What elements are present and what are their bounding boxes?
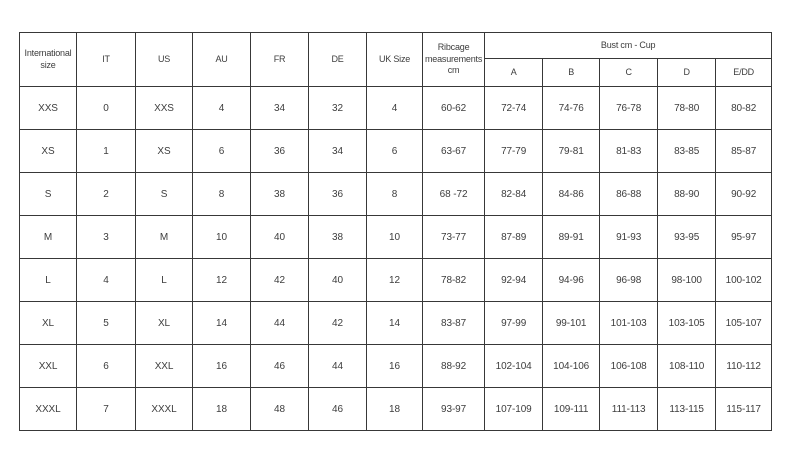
size-table-body — [20, 87, 772, 431]
cell-ribcage-range: 88-92 — [423, 345, 485, 388]
header-de: DE — [309, 33, 367, 87]
cell-cup-c-range: 76-78 — [600, 87, 658, 130]
table-row — [20, 259, 772, 302]
cell-cup-a-range: 92-94 — [485, 259, 543, 302]
header-au: AU — [193, 33, 251, 87]
cell-uk-size: 14 — [367, 302, 423, 345]
cell-cup-a-range: 107-109 — [485, 388, 543, 431]
cell-international-size: S — [20, 173, 77, 216]
cell-international-size: XS — [20, 130, 77, 173]
cell-cup-e-dd-range: 100-102 — [716, 259, 772, 302]
cell-fr-size: 46 — [251, 345, 309, 388]
cell-cup-b-range: 79-81 — [543, 130, 600, 173]
cell-au-size: 8 — [193, 173, 251, 216]
cell-uk-size: 6 — [367, 130, 423, 173]
cell-au-size: 18 — [193, 388, 251, 431]
cell-it-size: 7 — [77, 388, 136, 431]
header-it: IT — [77, 33, 136, 87]
header-uk-size: UK Size — [367, 33, 423, 87]
cell-cup-a-range: 77-79 — [485, 130, 543, 173]
cell-cup-c-range: 106-108 — [600, 345, 658, 388]
cell-it-size: 4 — [77, 259, 136, 302]
cell-cup-e-dd-range: 110-112 — [716, 345, 772, 388]
cell-it-size: 5 — [77, 302, 136, 345]
cell-international-size: XXS — [20, 87, 77, 130]
cell-fr-size: 44 — [251, 302, 309, 345]
cell-it-size: 3 — [77, 216, 136, 259]
header-cup-d: D — [658, 59, 716, 87]
cell-cup-e-dd-range: 115-117 — [716, 388, 772, 431]
cell-cup-b-range: 89-91 — [543, 216, 600, 259]
cell-cup-c-range: 101-103 — [600, 302, 658, 345]
cell-cup-b-range: 84-86 — [543, 173, 600, 216]
cell-cup-d-range: 103-105 — [658, 302, 716, 345]
cell-au-size: 6 — [193, 130, 251, 173]
table-row — [20, 345, 772, 388]
cell-cup-c-range: 91-93 — [600, 216, 658, 259]
cell-international-size: M — [20, 216, 77, 259]
cell-de-size: 32 — [309, 87, 367, 130]
cell-fr-size: 40 — [251, 216, 309, 259]
cell-us-size: XL — [136, 302, 193, 345]
header-cup-a: A — [485, 59, 543, 87]
header-cup-c: C — [600, 59, 658, 87]
cell-au-size: 10 — [193, 216, 251, 259]
cell-cup-d-range: 78-80 — [658, 87, 716, 130]
cell-uk-size: 8 — [367, 173, 423, 216]
cell-cup-b-range: 74-76 — [543, 87, 600, 130]
cell-ribcage-range: 60-62 — [423, 87, 485, 130]
table-row — [20, 173, 772, 216]
cell-uk-size: 4 — [367, 87, 423, 130]
cell-cup-c-range: 111-113 — [600, 388, 658, 431]
cell-ribcage-range: 73-77 — [423, 216, 485, 259]
cell-cup-a-range: 82-84 — [485, 173, 543, 216]
cell-uk-size: 18 — [367, 388, 423, 431]
cell-us-size: XXXL — [136, 388, 193, 431]
cell-cup-b-range: 94-96 — [543, 259, 600, 302]
cell-au-size: 12 — [193, 259, 251, 302]
header-fr: FR — [251, 33, 309, 87]
cell-au-size: 14 — [193, 302, 251, 345]
cell-cup-a-range: 72-74 — [485, 87, 543, 130]
cell-de-size: 42 — [309, 302, 367, 345]
cell-cup-d-range: 113-115 — [658, 388, 716, 431]
cell-ribcage-range: 83-87 — [423, 302, 485, 345]
cell-international-size: XXL — [20, 345, 77, 388]
header-us: US — [136, 33, 193, 87]
cell-cup-e-dd-range: 85-87 — [716, 130, 772, 173]
cell-us-size: M — [136, 216, 193, 259]
cell-cup-a-range: 87-89 — [485, 216, 543, 259]
table-row — [20, 388, 772, 431]
cell-de-size: 44 — [309, 345, 367, 388]
table-row — [20, 302, 772, 345]
table-row — [20, 87, 772, 130]
cell-au-size: 16 — [193, 345, 251, 388]
cell-cup-d-range: 108-110 — [658, 345, 716, 388]
cell-de-size: 36 — [309, 173, 367, 216]
cell-cup-c-range: 86-88 — [600, 173, 658, 216]
cell-cup-e-dd-range: 80-82 — [716, 87, 772, 130]
cell-us-size: XS — [136, 130, 193, 173]
header-bust-cup-group: Bust cm - Cup — [485, 33, 772, 59]
cell-international-size: XL — [20, 302, 77, 345]
header-cup-b: B — [543, 59, 600, 87]
cell-cup-a-range: 102-104 — [485, 345, 543, 388]
cell-au-size: 4 — [193, 87, 251, 130]
cell-ribcage-range: 63-67 — [423, 130, 485, 173]
cell-it-size: 1 — [77, 130, 136, 173]
cell-cup-b-range: 99-101 — [543, 302, 600, 345]
cell-fr-size: 34 — [251, 87, 309, 130]
header-row-groups — [20, 33, 772, 59]
cell-cup-b-range: 109-111 — [543, 388, 600, 431]
cell-de-size: 46 — [309, 388, 367, 431]
table-row — [20, 216, 772, 259]
table-header — [20, 33, 772, 87]
cell-ribcage-range: 93-97 — [423, 388, 485, 431]
cell-international-size: L — [20, 259, 77, 302]
cell-uk-size: 10 — [367, 216, 423, 259]
cell-fr-size: 42 — [251, 259, 309, 302]
cell-ribcage-range: 78-82 — [423, 259, 485, 302]
cell-de-size: 40 — [309, 259, 367, 302]
cell-cup-d-range: 83-85 — [658, 130, 716, 173]
cell-cup-e-dd-range: 90-92 — [716, 173, 772, 216]
cell-it-size: 0 — [77, 87, 136, 130]
header-cup-e-dd: E/DD — [716, 59, 772, 87]
size-conversion-table — [19, 32, 772, 431]
cell-us-size: XXL — [136, 345, 193, 388]
cell-cup-b-range: 104-106 — [543, 345, 600, 388]
cell-de-size: 34 — [309, 130, 367, 173]
cell-ribcage-range: 68 -72 — [423, 173, 485, 216]
cell-fr-size: 48 — [251, 388, 309, 431]
cell-us-size: XXS — [136, 87, 193, 130]
cell-uk-size: 12 — [367, 259, 423, 302]
cell-it-size: 2 — [77, 173, 136, 216]
cell-fr-size: 38 — [251, 173, 309, 216]
cell-cup-e-dd-range: 105-107 — [716, 302, 772, 345]
cell-uk-size: 16 — [367, 345, 423, 388]
cell-fr-size: 36 — [251, 130, 309, 173]
cell-us-size: L — [136, 259, 193, 302]
cell-international-size: XXXL — [20, 388, 77, 431]
cell-cup-d-range: 93-95 — [658, 216, 716, 259]
table-row — [20, 130, 772, 173]
cell-cup-d-range: 88-90 — [658, 173, 716, 216]
cell-cup-c-range: 81-83 — [600, 130, 658, 173]
cell-cup-e-dd-range: 95-97 — [716, 216, 772, 259]
cell-us-size: S — [136, 173, 193, 216]
cell-cup-d-range: 98-100 — [658, 259, 716, 302]
cell-de-size: 38 — [309, 216, 367, 259]
cell-it-size: 6 — [77, 345, 136, 388]
header-international-size: International size — [20, 33, 77, 87]
header-ribcage-measurements: Ribcage measurements cm — [423, 33, 485, 87]
cell-cup-a-range: 97-99 — [485, 302, 543, 345]
cell-cup-c-range: 96-98 — [600, 259, 658, 302]
